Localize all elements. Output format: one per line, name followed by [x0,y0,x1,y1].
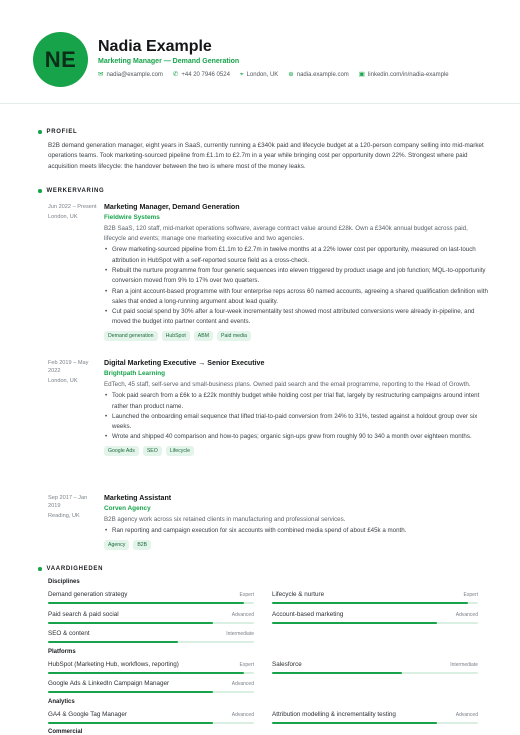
candidate-role: Marketing Manager — Demand Generation [98,58,240,65]
job-bullet: • Ran reporting and campaign execution for six accounts with combined media spend of about £45k a month. [104,526,490,536]
skill-tag: Paid media [217,331,251,341]
skill-bar [48,722,254,724]
skill-tag: HubSpot [162,331,190,341]
job-bullet: • Took paid search from a £6k to a £22k monthly budget while holding cost per trial flat, largely by restructuring campaigns around intent rather than product name. [104,391,490,412]
avatar [33,32,88,87]
skill-row [272,661,478,675]
skill-category-title: Disciplines [48,579,80,585]
skill-level: Advanced [231,681,254,687]
job-title: Marketing Manager, Demand Generation [104,203,240,211]
experience-heading [38,188,488,194]
skill-name: Google Ads & LinkedIn Campaign Manager [48,680,170,687]
skill-row [48,630,254,644]
experience-heading-text: WERKERVARING [46,188,105,194]
skill-name: HubSpot (Marketing Hub, workflows, reporting) [48,661,179,668]
skill-bar-fill [272,722,437,724]
skill-row [48,711,254,725]
skill-level: Advanced [231,612,254,618]
skill-tag: Agency [104,540,129,550]
skill-bar [48,622,254,624]
contact-location [240,72,278,79]
contact-email-text: nadia@example.com [106,72,163,79]
job-title: Digital Marketing Executive → Senior Executive [104,359,265,367]
location-pin-icon: ⌖ [239,71,244,78]
avatar-initials: NE [44,46,77,72]
job-location: London, UK [48,378,78,385]
skill-row [48,591,254,605]
skill-level: Intermediate [226,631,254,637]
job-description: EdTech, 45 staff, self-serve and small-business plans. Owned paid search and the email programme, reporting to the Head of Growth. [104,381,471,388]
skill-bar-fill [48,672,244,674]
job-bullet: • Rebuilt the nurture programme from four generic sequences into eleven triggered by product usage and job function; MQL-to-opportunity conversion moved from 9% to 17% over two quarters. [104,266,490,287]
skill-row [48,680,254,694]
skill-bar-fill [272,672,402,674]
profile-heading [38,129,488,135]
section-dot [38,567,42,571]
job-location: Reading, UK [48,513,80,520]
skill-bar [48,672,254,674]
job-dates: Sep 2017 – Jan 2019 [48,495,88,510]
skill-tag: B2B [133,540,151,550]
skill-row [48,611,254,625]
skill-bar [48,641,254,643]
job-description: B2B SaaS, 120 staff, mid-market operations software, average contract value around £28k. Own a £340k annual budget across paid, lifecycle and events; manage one marketing executive and two agencies. [104,225,468,243]
job-location: London, UK [48,214,78,221]
skill-category-title: Platforms [48,649,76,655]
globe-icon: ⊕ [288,71,294,78]
skill-category-title: Commercial [48,729,83,735]
skill-category-title: Analytics [48,699,75,705]
profile-heading-text: PROFIEL [46,129,78,135]
skill-level: Expert [239,662,254,668]
skill-bar [272,722,478,724]
section-dot [38,130,42,134]
skill-name: Account-based marketing [272,611,344,618]
job-body [104,203,490,341]
skill-row [48,661,254,675]
skill-name: Demand generation strategy [48,591,128,598]
skill-tag: Lifecycle [166,446,194,456]
skill-name: Salesforce [272,661,302,668]
section-dot [38,189,42,193]
experience-heading-wrap [38,188,488,194]
skill-bar [272,672,478,674]
contact-website-text: nadia.example.com [296,72,349,79]
skill-tag: SEO [143,446,162,456]
skill-level: Expert [463,592,478,598]
skill-name: Paid search & paid social [48,611,119,618]
job-company: Corven Agency [104,505,151,512]
skill-bar-fill [48,641,178,643]
skill-bar [48,691,254,693]
contact-bar [98,72,449,79]
job-dates: Feb 2019 – May 2022 [48,360,89,375]
contact-phone[interactable] [173,72,230,79]
job-description: B2B agency work across six retained clients in manufacturing and professional services. [104,516,346,523]
skill-name: SEO & content [48,630,90,637]
skill-tag: ABM [194,331,213,341]
job-body [104,494,490,550]
profile-section [38,129,488,172]
job-body [104,359,490,456]
contact-linkedin[interactable] [359,72,449,79]
skill-bar [272,602,478,604]
job-company: Fieldwire Systems [104,214,160,221]
skill-name: GA4 & Google Tag Manager [48,711,127,718]
skill-level: Advanced [455,612,478,618]
candidate-name: Nadia Example [98,38,212,55]
skill-bar-fill [48,622,213,624]
job-bullet: • Cut paid social spend by 30% after a four-week incrementality test showed most attributed conversions were already in-pipeline, and moved the budget into partner content and events. [104,307,490,328]
skill-level: Advanced [231,712,254,718]
skill-bar-fill [48,691,213,693]
skill-bar [272,622,478,624]
job-bullets [104,526,490,536]
job-bullets [104,245,490,327]
skill-bar-fill [272,602,468,604]
job-bullets [104,391,490,442]
skill-name: Lifecycle & nurture [272,591,325,598]
skill-bar-fill [48,602,244,604]
job-meta [48,203,100,221]
skill-bar-fill [48,722,213,724]
skill-level: Expert [239,592,254,598]
linkedin-icon: ▣ [358,71,365,78]
skill-bar-fill [272,622,437,624]
job-bullet: • Launched the onboarding email sequence that lifted trial-to-paid conversion from 24% to 31%, tested against a holdout group over six weeks. [104,412,490,433]
job-dates: Jun 2022 – Present [48,204,97,210]
skills-heading-wrap [38,566,488,572]
job-bullet: • Wrote and shipped 40 comparison and how-to pages; organic sign-ups grew from roughly 90 to 340 a month over eighteen months. [104,432,490,442]
contact-phone-text: +44 20 7946 0524 [181,72,230,79]
skill-row [272,591,478,605]
job-bullet: • Grew marketing-sourced pipeline from £1.1m to £2.7m in twelve months at a 22% lower cost per opportunity, measured on last-touch attribution in HubSpot with a self-reported source field as a cross-check. [104,245,490,266]
contact-linkedin-text: linkedin.com/in/nadia-example [367,72,449,79]
skill-level: Advanced [455,712,478,718]
profile-summary: B2B demand generation manager, eight years in SaaS, currently running a £340k paid and lifecycle budget at a 120-person company selling into mid-market operations teams. Took marketing-sourced pipeline from £1.1m to £2.7m in a year while bringing cost per opportunity down 22%. Strongest where paid acquisition meets lifecycle: the handover between the two is where most of the money leaks. [48,142,484,170]
skills-heading [38,566,488,572]
contact-email[interactable] [98,72,163,79]
skill-name: Attribution modelling & incrementality testing [272,711,396,718]
skill-row [272,711,478,725]
resume-header [0,0,520,104]
skill-level: Intermediate [450,662,478,668]
job-bullet: • Ran a joint account-based programme with four enterprise reps across 60 named accounts, agreeing a shared qualification definition with sales that ended a long-running argument about lead quality. [104,287,490,308]
skill-bar [48,602,254,604]
job-meta [48,494,100,521]
contact-location-text: London, UK [246,72,279,79]
job-tags [104,331,490,341]
skill-tag: Google Ads [104,446,139,456]
job-tags [104,540,490,550]
mail-icon: ✉ [98,71,104,78]
job-meta [48,359,100,386]
phone-icon: ✆ [172,71,179,78]
contact-website[interactable] [288,72,348,79]
job-title: Marketing Assistant [104,494,172,502]
skills-heading-text: VAARDIGHEDEN [46,566,104,572]
skill-tag: Demand generation [104,331,158,341]
skill-row [272,611,478,625]
job-company: Brightpath Learning [104,370,166,377]
job-tags [104,446,490,456]
